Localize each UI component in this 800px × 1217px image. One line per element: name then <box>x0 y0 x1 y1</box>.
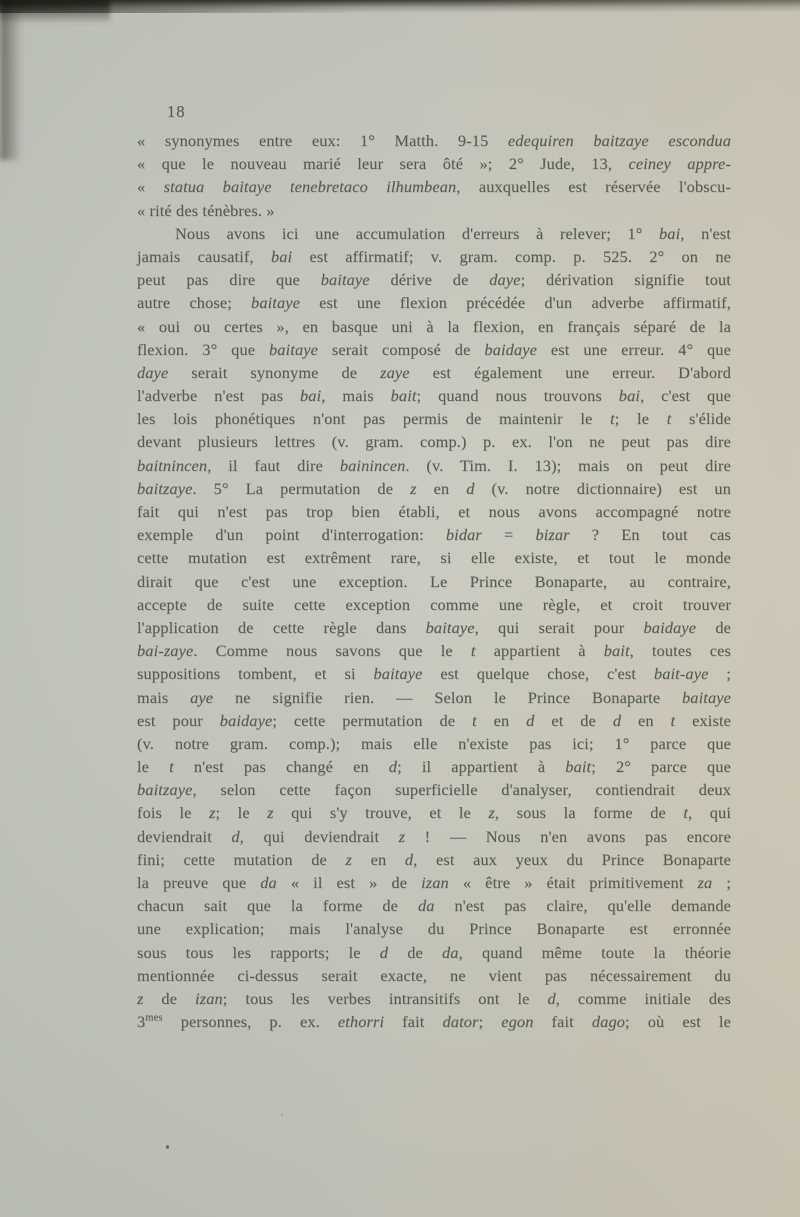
text-segment: l'adverbe n'est pas <box>137 386 301 406</box>
basque-term: t <box>683 803 689 823</box>
basque-term: baitaye <box>425 617 475 637</box>
text-segment: mes <box>145 1012 163 1024</box>
text-segment: ; où est le <box>625 1012 731 1032</box>
text-segment: . 5° La permutation de <box>192 478 411 498</box>
basque-term: aye <box>190 687 214 707</box>
basque-term: baitaye <box>320 270 370 290</box>
basque-term: bait <box>565 757 592 777</box>
text-segment: dirait que c'est une exception. Le Prince Bonaparte, au contraire, <box>137 571 731 591</box>
text-line <box>137 570 731 593</box>
text-line <box>137 871 731 894</box>
basque-term: baidaye <box>219 710 273 730</box>
basque-term: baidaye <box>484 339 537 359</box>
text-line <box>137 778 731 801</box>
basque-term: d <box>547 988 556 1008</box>
text-segment: , qui deviendrait <box>239 826 399 846</box>
basque-term: baitaye <box>251 293 301 313</box>
text-line <box>137 894 731 917</box>
text-segment: , qui <box>688 803 731 823</box>
text-segment: et de <box>534 710 613 730</box>
basque-term: d <box>231 826 240 846</box>
text-segment: de <box>388 942 442 962</box>
text-segment: est quelque chose, c'est <box>422 664 654 684</box>
text-line <box>137 593 731 616</box>
text-segment: une explication; mais l'analyse du Prince Bonaparte est erronnée <box>137 919 731 939</box>
text-segment: chacun sait que la forme de <box>137 896 418 916</box>
basque-term: baitnincen <box>137 455 208 475</box>
text-segment: , auxquelles est réservée l'obscu- <box>456 177 731 197</box>
text-line <box>137 917 731 940</box>
text-segment: ; dérivation signifie tout <box>520 270 731 290</box>
text-line <box>137 199 731 222</box>
text-segment: ; le <box>215 803 268 823</box>
text-line <box>137 941 731 964</box>
text-segment: dérive de <box>369 270 490 290</box>
text-segment: , comme initiale des <box>555 988 731 1008</box>
basque-term: da <box>260 873 277 892</box>
text-segment: (v. notre dictionnaire) est un <box>474 478 732 498</box>
text-segment: serait synonyme de <box>168 362 381 382</box>
text-line <box>137 222 731 245</box>
basque-term: egon <box>501 1012 534 1032</box>
text-segment: « synonymes entre eux: 1° Matth. 9-15 <box>137 131 508 150</box>
text-segment: n'est pas changé en <box>173 757 389 777</box>
text-line <box>137 361 731 384</box>
basque-term: t <box>670 710 676 730</box>
text-line <box>137 662 731 685</box>
text-line <box>137 686 731 709</box>
text-line <box>137 407 731 430</box>
paper-speck <box>166 1145 169 1149</box>
text-segment: est affirmatif; v. gram. comp. p. 525. 2° on ne <box>292 246 732 266</box>
basque-term: z <box>267 803 274 823</box>
text-segment: l'application de cette règle dans <box>137 617 426 637</box>
text-line <box>137 384 731 407</box>
basque-term: d <box>466 478 475 498</box>
basque-term: baitzaye <box>137 780 193 800</box>
text-segment: ; <box>708 664 731 684</box>
basque-term: da <box>417 896 435 916</box>
text-line <box>137 338 731 361</box>
text-segment: en <box>476 710 527 730</box>
text-segment: en <box>416 478 467 498</box>
basque-term: d <box>612 710 622 730</box>
text-segment: mais <box>137 687 191 707</box>
text-segment: . (v. Tim. I. 13); mais on peut dire <box>405 455 731 475</box>
paper-speck <box>281 1114 283 1116</box>
text-segment: ; le <box>614 409 667 429</box>
text-segment: « être » était primitivement <box>448 873 698 892</box>
text-segment: fait <box>533 1012 592 1032</box>
text-line <box>137 755 731 778</box>
basque-term: edequiren baitzaye escondua <box>507 131 732 150</box>
text-segment: , est aux yeux du Prince Bonaparte <box>413 849 731 869</box>
text-segment: la preuve que <box>137 873 261 892</box>
text-line <box>137 175 731 198</box>
text-segment: autre chose; <box>137 293 252 313</box>
basque-term: z <box>137 988 144 1008</box>
text-segment: de <box>696 617 731 637</box>
text-segment: ne signifie rien. — Selon le Prince Bonaparte <box>213 687 683 707</box>
text-line <box>137 709 731 732</box>
basque-term: za <box>697 873 713 892</box>
text-segment: , qui serait pour <box>474 617 644 637</box>
basque-term: bai-zaye <box>137 641 194 661</box>
text-line <box>137 801 731 824</box>
basque-term: baitzaye <box>137 478 193 498</box>
text-segment: de <box>143 988 196 1008</box>
basque-term: t <box>472 710 477 730</box>
text-line <box>137 245 731 268</box>
text-line <box>137 454 731 477</box>
text-segment: , n'est <box>680 223 731 243</box>
text-line <box>137 616 731 639</box>
text-segment: ; 2° parce que <box>591 757 731 777</box>
page-text <box>137 129 731 1033</box>
text-segment: est également une erreur. D'abord <box>409 362 731 382</box>
text-segment: , il faut dire <box>207 455 340 475</box>
text-segment: « rité des ténèbres. » <box>137 200 275 220</box>
scan-corner-shadow-left <box>0 0 22 160</box>
text-segment: ; cette permutation de <box>272 710 473 730</box>
basque-term: da <box>442 942 459 962</box>
text-segment: (v. notre gram. comp.); mais elle n'existe pas ici; 1° parce que <box>137 733 731 753</box>
basque-term: d <box>379 942 389 962</box>
basque-term: bidar <box>445 525 482 545</box>
text-segment: , selon cette façon superficielle d'analyser, contiendrait deux <box>192 780 731 800</box>
text-segment: suppositions tombent, et si <box>137 664 374 684</box>
text-segment: ; <box>712 873 731 892</box>
text-segment: ! — Nous n'en avons pas encore <box>405 826 732 846</box>
basque-term: bait <box>603 641 630 661</box>
text-line <box>137 315 731 338</box>
text-segment: appartient à <box>475 641 604 661</box>
basque-term: bait-aye <box>653 664 709 684</box>
text-line <box>137 987 731 1010</box>
text-segment: existe <box>675 710 731 730</box>
text-segment: les lois phonétiques n'ont pas permis de maintenir le <box>137 409 611 429</box>
text-segment: , toutes ces <box>629 641 731 661</box>
text-segment: est une flexion précédée d'un adverbe affirmatif, <box>300 293 731 313</box>
text-line <box>137 500 731 523</box>
text-segment: devant plusieurs lettres (v. gram. comp.) p. ex. l'on ne peut pas dire <box>137 432 731 452</box>
basque-term: baidaye <box>643 617 697 637</box>
basque-term: statua baitaye tenebretaco ilhumbean <box>163 177 457 197</box>
text-line <box>137 477 731 500</box>
text-segment: le <box>137 757 170 777</box>
basque-term: bai <box>659 223 681 243</box>
text-segment: en <box>351 849 405 869</box>
text-line <box>137 964 731 987</box>
text-segment: deviendrait <box>137 826 232 846</box>
basque-term: d <box>404 849 414 869</box>
text-line <box>137 291 731 314</box>
text-line <box>137 848 731 871</box>
basque-term: t <box>610 409 615 429</box>
text-segment: en <box>621 710 671 730</box>
text-segment: n'est pas claire, qu'elle demande <box>434 896 731 916</box>
text-segment: ; il appartient à <box>397 757 566 777</box>
basque-term: baitaye <box>373 664 423 684</box>
text-segment: fait <box>384 1012 443 1032</box>
text-segment: jamais causatif, <box>137 246 271 266</box>
text-segment: , mais <box>321 386 391 406</box>
text-segment: , quand même toute la théorie <box>458 942 731 962</box>
text-segment: « oui ou certes », en basque uni à la flexion, en français séparé de la <box>137 316 731 336</box>
text-segment: ? En tout cas <box>569 525 731 545</box>
text-segment: mentionnée ci-dessus serait exacte, ne vient pas nécessairement du <box>137 965 731 985</box>
basque-term: bainincen <box>339 455 406 475</box>
basque-term: daye <box>489 270 521 290</box>
text-segment: . Comme nous savons que le <box>193 641 471 661</box>
text-segment: fois le <box>137 803 210 823</box>
basque-term: t <box>470 641 476 661</box>
text-segment: cette mutation est extrêment rare, si elle existe, et tout le monde <box>137 548 731 568</box>
basque-term: t <box>169 757 174 777</box>
basque-term: d <box>526 710 535 730</box>
text-line <box>137 523 731 546</box>
text-segment: , c'est que <box>640 386 731 406</box>
text-segment: flexion. 3° que <box>137 339 270 359</box>
basque-term: z <box>488 803 495 823</box>
text-line <box>137 546 731 569</box>
text-segment: qui s'y trouve, et le <box>273 803 489 823</box>
text-line <box>137 152 731 175</box>
text-segment: accepte de suite cette exception comme une règle, et croit trouver <box>137 594 731 614</box>
basque-term: daye <box>137 362 169 382</box>
basque-term: izan <box>195 988 223 1008</box>
basque-term: bizar <box>535 525 570 545</box>
basque-term: bait <box>390 386 417 406</box>
text-segment: « <box>137 177 164 197</box>
basque-term: d <box>388 757 398 777</box>
text-line <box>137 639 731 662</box>
basque-term: bai <box>270 246 293 266</box>
basque-term: ethorri <box>337 1012 385 1032</box>
text-segment: est une erreur. 4° que <box>536 339 731 359</box>
text-segment: fini; cette mutation de <box>137 849 346 869</box>
basque-term: z <box>345 849 352 869</box>
basque-term: z <box>410 478 417 498</box>
text-line <box>137 129 731 152</box>
text-segment: « que le nouveau marié leur sera ôté »; 2° Jude, 13, <box>137 154 629 174</box>
basque-term: zaye <box>380 362 410 382</box>
basque-term: ceiney appre- <box>628 154 731 174</box>
text-segment: ; <box>478 1012 502 1032</box>
basque-term: izan <box>421 873 449 892</box>
basque-term: dago <box>591 1012 626 1032</box>
text-segment: , sous la forme de <box>494 803 684 823</box>
scan-edge-shadow-top-fade <box>0 0 800 13</box>
basque-term: z <box>398 826 406 846</box>
basque-term: dator <box>442 1012 479 1032</box>
basque-term: baitaye <box>269 339 318 359</box>
text-line <box>137 732 731 755</box>
text-segment: ; quand nous trouvons <box>416 386 619 406</box>
text-line <box>137 430 731 453</box>
text-segment: personnes, p. ex. <box>162 1012 338 1032</box>
text-segment: peut pas dire que <box>137 270 321 290</box>
text-segment: est pour <box>137 710 220 730</box>
text-segment: s'élide <box>671 409 731 429</box>
text-segment: = <box>481 525 536 545</box>
text-line <box>137 268 731 291</box>
text-line <box>137 825 731 848</box>
basque-term: bai <box>618 386 641 406</box>
page-number: 18 <box>167 102 186 121</box>
text-segment: ; tous les verbes intransitifs ont le <box>222 988 548 1008</box>
text-segment: exemple d'un point d'interrogation: <box>137 525 446 545</box>
basque-term: baitaye <box>682 687 731 707</box>
basque-term: z <box>209 803 216 823</box>
text-segment: « il est » de <box>276 873 422 892</box>
text-segment: Nous avons ici une accumulation d'erreurs à relever; 1° <box>175 223 660 243</box>
text-line <box>137 1010 731 1033</box>
text-segment: fait qui n'est pas trop bien établi, et nous avons accompagné notre <box>137 502 731 521</box>
text-segment: sous tous les rapports; le <box>137 942 380 962</box>
text-segment: 3 <box>137 1012 146 1032</box>
basque-term: bai <box>300 386 322 406</box>
basque-term: t <box>666 409 672 429</box>
text-segment: serait composé de <box>318 339 485 359</box>
scan-corner-shadow-top-left <box>0 0 110 24</box>
